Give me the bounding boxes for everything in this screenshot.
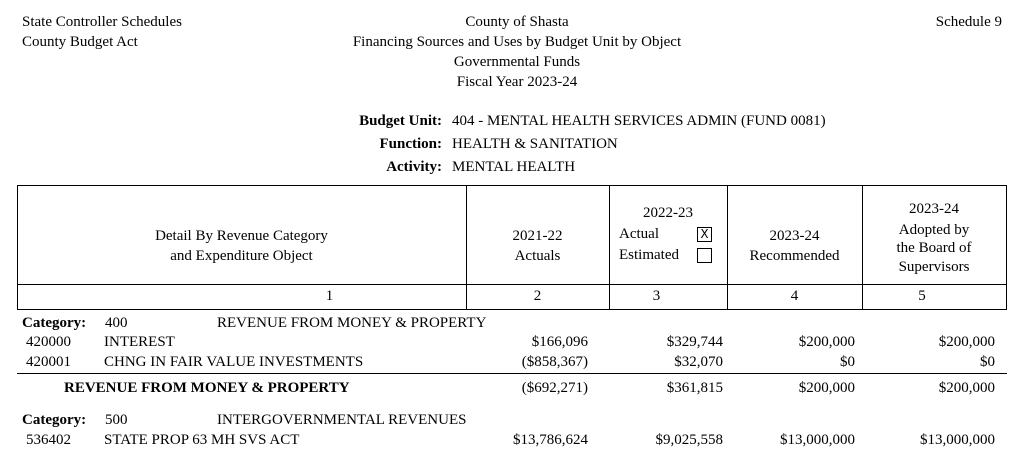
column-header-2021-22-type: Actuals	[514, 248, 561, 264]
column-header-detail-line2: and Expenditure Object	[170, 248, 313, 264]
object-description: STATE PROP 63 MH SVS ACT	[104, 432, 300, 448]
category-code: 500	[105, 412, 128, 428]
actual-label: Actual	[619, 226, 659, 242]
function-value: HEALTH & SANITATION	[452, 136, 618, 152]
column-header-adopted	[862, 199, 1006, 277]
column-header-recommended-year: 2023-24	[769, 228, 820, 244]
column-number-3: 3	[652, 288, 661, 304]
unit-labels	[300, 110, 442, 179]
column-header-recommended-type: Recommended	[749, 248, 840, 264]
column-header-2021-22	[466, 226, 609, 266]
estimated-label: Estimated	[619, 247, 679, 263]
column-header-2022-23-year: 2022-23	[643, 205, 693, 221]
check-x-icon: X	[700, 227, 709, 241]
adopted-2023-24: $200,000	[938, 334, 995, 350]
column-header-adopted-line3: the Board of	[896, 240, 972, 256]
category-label: Category:	[22, 315, 87, 331]
recommended-2023-24: $200,000	[798, 334, 855, 350]
column-number-1: 1	[325, 288, 334, 304]
actual-checkbox[interactable]	[697, 227, 712, 242]
unit-values	[452, 110, 826, 179]
recommended-2023-24: $13,000,000	[780, 432, 855, 448]
total-adopted-2023-24: $200,000	[938, 380, 995, 396]
column-header-2021-22-year: 2021-22	[512, 228, 563, 244]
actual-option	[609, 224, 727, 245]
column-header-adopted-year: 2023-24	[909, 201, 959, 217]
actuals-2021-22: $13,786,624	[513, 432, 588, 448]
category-code: 400	[105, 315, 128, 331]
actual-2022-23: $9,025,558	[655, 432, 723, 448]
schedule-number: Schedule 9	[935, 14, 1002, 30]
report-source-line1: State Controller Schedules	[22, 14, 182, 30]
column-header-adopted-line2: Adopted by	[898, 222, 970, 238]
total-actual-2022-23: $361,815	[666, 380, 723, 396]
object-description: INTEREST	[104, 334, 175, 350]
object-code: 536402	[26, 432, 71, 448]
report-source	[22, 12, 182, 52]
column-header-detail	[17, 226, 466, 266]
actual-2022-23: $32,070	[674, 354, 723, 370]
object-description: CHNG IN FAIR VALUE INVESTMENTS	[104, 354, 364, 370]
category-name: INTERGOVERNMENTAL REVENUES	[217, 412, 467, 428]
budget-unit-value: 404 - MENTAL HEALTH SERVICES ADMIN (FUND 0081)	[452, 113, 826, 129]
actual-2022-23: $329,744	[666, 334, 723, 350]
actuals-2021-22: ($858,367)	[521, 354, 588, 370]
category-total-label: REVENUE FROM MONEY & PROPERTY	[64, 380, 350, 396]
actuals-2021-22: $166,096	[531, 334, 588, 350]
adopted-2023-24: $13,000,000	[920, 432, 995, 448]
activity-label: Activity:	[386, 159, 442, 175]
county-name: County of Shasta	[465, 14, 569, 30]
column-header-adopted-line4: Supervisors	[898, 259, 970, 275]
column-number-5: 5	[918, 288, 926, 304]
fund-type: Governmental Funds	[453, 54, 581, 70]
column-header-2022-23	[609, 203, 727, 266]
object-code: 420001	[26, 354, 71, 370]
report-title	[312, 12, 722, 92]
report-source-line2: County Budget Act	[22, 34, 138, 50]
category-label: Category:	[22, 412, 87, 428]
column-number-2: 2	[533, 288, 542, 304]
budget-unit-label: Budget Unit:	[359, 113, 442, 129]
recommended-2023-24: $0	[840, 354, 855, 370]
estimated-option	[609, 245, 727, 266]
column-header-detail-line1: Detail By Revenue Category	[155, 228, 328, 244]
category-name: REVENUE FROM MONEY & PROPERTY	[217, 315, 487, 331]
activity-value: MENTAL HEALTH	[452, 159, 576, 175]
column-number-4: 4	[790, 288, 799, 304]
object-code: 420000	[26, 334, 71, 350]
fiscal-year: Fiscal Year 2023-24	[456, 74, 578, 90]
subtotal-divider	[17, 373, 1007, 374]
function-label: Function:	[379, 136, 442, 152]
adopted-2023-24: $0	[980, 354, 995, 370]
estimated-checkbox[interactable]	[697, 248, 712, 263]
total-recommended-2023-24: $200,000	[798, 380, 855, 396]
report-name: Financing Sources and Uses by Budget Unit by Object	[352, 34, 682, 50]
total-actuals-2021-22: ($692,271)	[521, 380, 588, 396]
column-header-recommended	[727, 226, 862, 266]
